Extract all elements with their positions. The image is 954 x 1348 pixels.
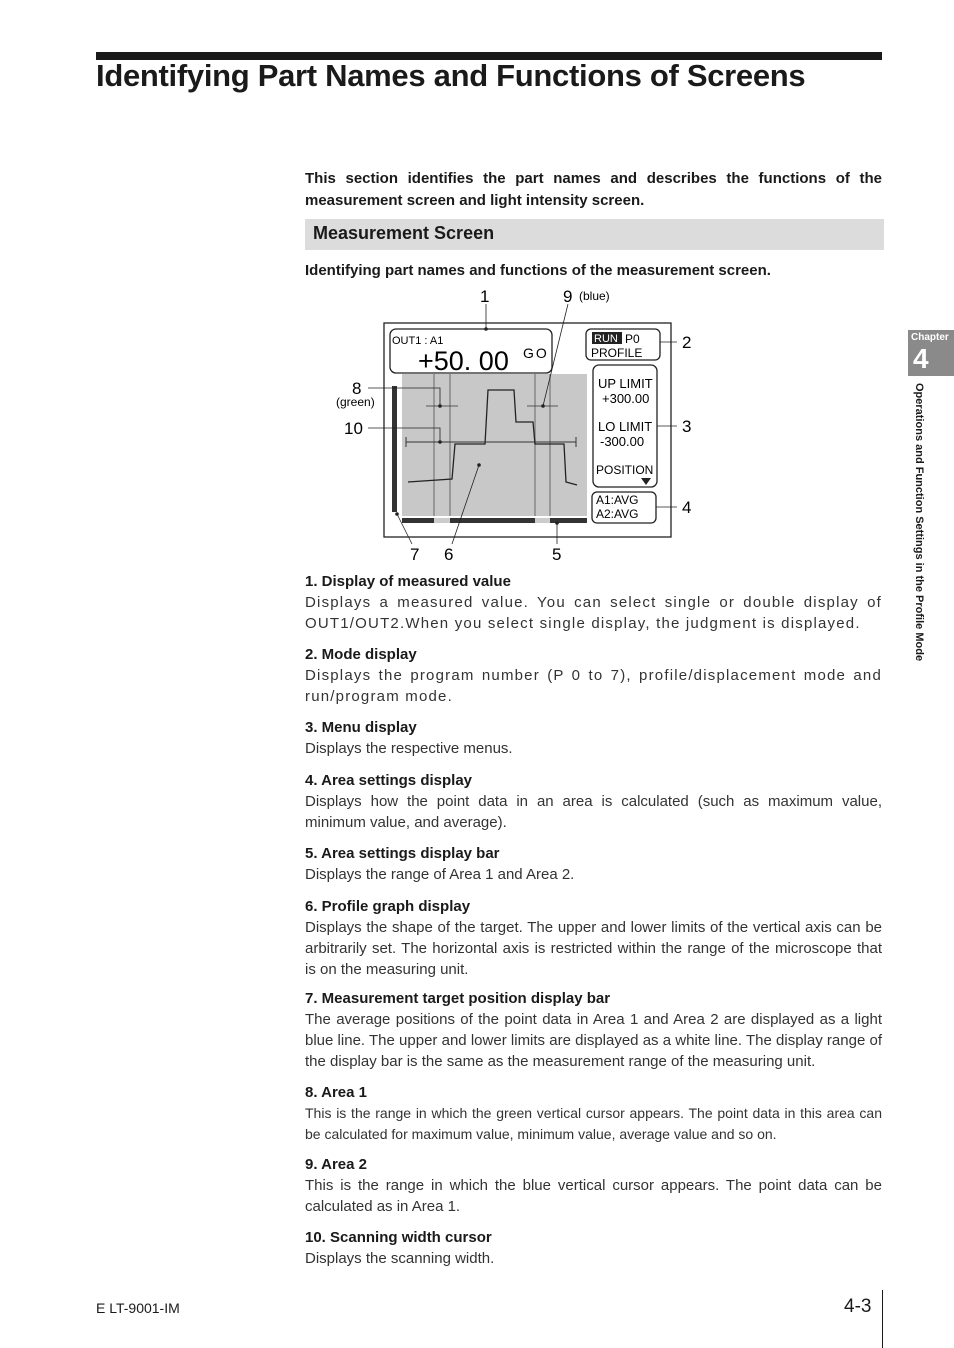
callout-8: 8 [352, 379, 362, 398]
measurement-screen-diagram [330, 282, 710, 566]
page-number: 4-3 [844, 1296, 872, 1317]
leader-6-dot [477, 463, 481, 467]
item-title: 4. Area settings display [305, 772, 473, 789]
leader-1-dot [484, 327, 488, 331]
lo-limit-label: LO LIMIT [598, 419, 653, 434]
chapter-caption: Operations and Function Settings in the Profile Mode [913, 383, 925, 662]
target-position-bar [392, 386, 397, 512]
chapter-caption-container [912, 383, 926, 723]
leader-9-dot [541, 404, 545, 408]
part-descriptions [305, 572, 882, 1269]
lo-limit-value: -300.00 [600, 434, 645, 449]
item-7 [305, 989, 882, 1072]
item-desc: Displays the scanning width. [305, 1250, 495, 1267]
out-label: OUT1 : A1 [392, 335, 444, 347]
item-title: 9. Area 2 [305, 1156, 367, 1173]
area1-bar-segment [434, 518, 450, 523]
intro-paragraph: This section identifies the part names and describes the functions of the measurement screen and light intensity screen. [305, 170, 882, 209]
item-1 [305, 572, 882, 634]
chapter-tab [908, 330, 954, 376]
position-label: POSITION [596, 463, 654, 477]
item-desc: Displays the program number (P 0 to 7), profile/displacement mode and run/program mode. [305, 667, 882, 705]
item-5 [305, 844, 882, 885]
leader-5-dot [555, 521, 559, 525]
item-title: 7. Measurement target position display bar [305, 990, 611, 1007]
callout-5: 5 [552, 545, 562, 564]
item-desc: This is the range in which the blue vertical cursor appears. The point data can be calculated as in Area 1. [305, 1177, 882, 1215]
item-title: 8. Area 1 [305, 1084, 367, 1101]
item-desc: Displays the shape of the target. The upper and lower limits of the vertical axis can be arbitrarily set. The horizontal axis is restricted within the range of the microscope that is on the measuring unit. [305, 919, 882, 978]
item-desc: Displays the range of Area 1 and Area 2. [305, 866, 575, 883]
item-desc: Displays a measured value. You can select single or double display of OUT1/OUT2.When you select single display, the judgment is displayed. [305, 594, 882, 632]
item-desc: Displays how the point data in an area is calculated (such as maximum value, minimum value, and average). [305, 793, 882, 831]
page-title: Identifying Part Names and Functions of Screens [96, 58, 806, 93]
section-heading: Measurement Screen [313, 223, 495, 243]
callout-blue: (blue) [579, 289, 610, 303]
item-title: 3. Menu display [305, 719, 417, 736]
item-title: 2. Mode display [305, 646, 417, 663]
area2-setting: A2:AVG [596, 507, 639, 521]
callout-9: 9 [563, 287, 573, 306]
area2-bar-segment [535, 518, 550, 523]
profile-graph-area [402, 374, 587, 516]
chapter-number: 4 [913, 343, 929, 374]
chapter-label: Chapter [911, 332, 949, 343]
leader-10-dot [438, 440, 442, 444]
area-settings-bar [402, 518, 587, 523]
item-title: 5. Area settings display bar [305, 845, 500, 862]
judgment-label: GO [523, 345, 549, 361]
run-badge: RUN [594, 333, 618, 345]
leader-7-dot [395, 512, 399, 516]
section-band [305, 219, 884, 250]
item-8 [305, 1083, 882, 1145]
mode-label: PROFILE [591, 346, 643, 360]
item-3 [305, 718, 882, 759]
item-title: 10. Scanning width cursor [305, 1229, 492, 1246]
sub-heading: Identifying part names and functions of the measurement screen. [305, 262, 771, 279]
item-9 [305, 1155, 882, 1217]
item-title: 1. Display of measured value [305, 573, 511, 590]
item-10 [305, 1228, 882, 1269]
leader-8-dot [438, 404, 442, 408]
callout-6: 6 [444, 545, 454, 564]
measured-value: +50. 00 [418, 346, 509, 376]
item-4 [305, 771, 882, 833]
area1-setting: A1:AVG [596, 493, 639, 507]
callout-4: 4 [682, 498, 692, 517]
footer-rule [882, 1290, 883, 1348]
item-title: 6. Profile graph display [305, 898, 471, 915]
item-2 [305, 645, 882, 707]
program-number: P0 [625, 332, 640, 346]
footer-doc-id: E LT-9001-IM [96, 1300, 180, 1316]
callout-green: (green) [336, 395, 375, 409]
callout-7: 7 [410, 545, 420, 564]
item-desc: The average positions of the point data in Area 1 and Area 2 are displayed as a light blue line. The upper and lower limits are displayed as a white line. The display range of the display bar is the same as the measurement range of the measuring unit. [305, 1011, 882, 1070]
item-desc: Displays the respective menus. [305, 740, 513, 757]
item-6 [305, 897, 882, 980]
up-limit-value: +300.00 [602, 391, 650, 406]
callout-3: 3 [682, 417, 692, 436]
up-limit-label: UP LIMIT [598, 376, 653, 391]
callout-1: 1 [480, 287, 490, 306]
callout-2: 2 [682, 333, 692, 352]
item-desc: This is the range in which the green vertical cursor appears. The point data in this area can be calculated for maximum value, minimum value, average value and so on. [305, 1105, 882, 1142]
callout-10: 10 [344, 419, 363, 438]
